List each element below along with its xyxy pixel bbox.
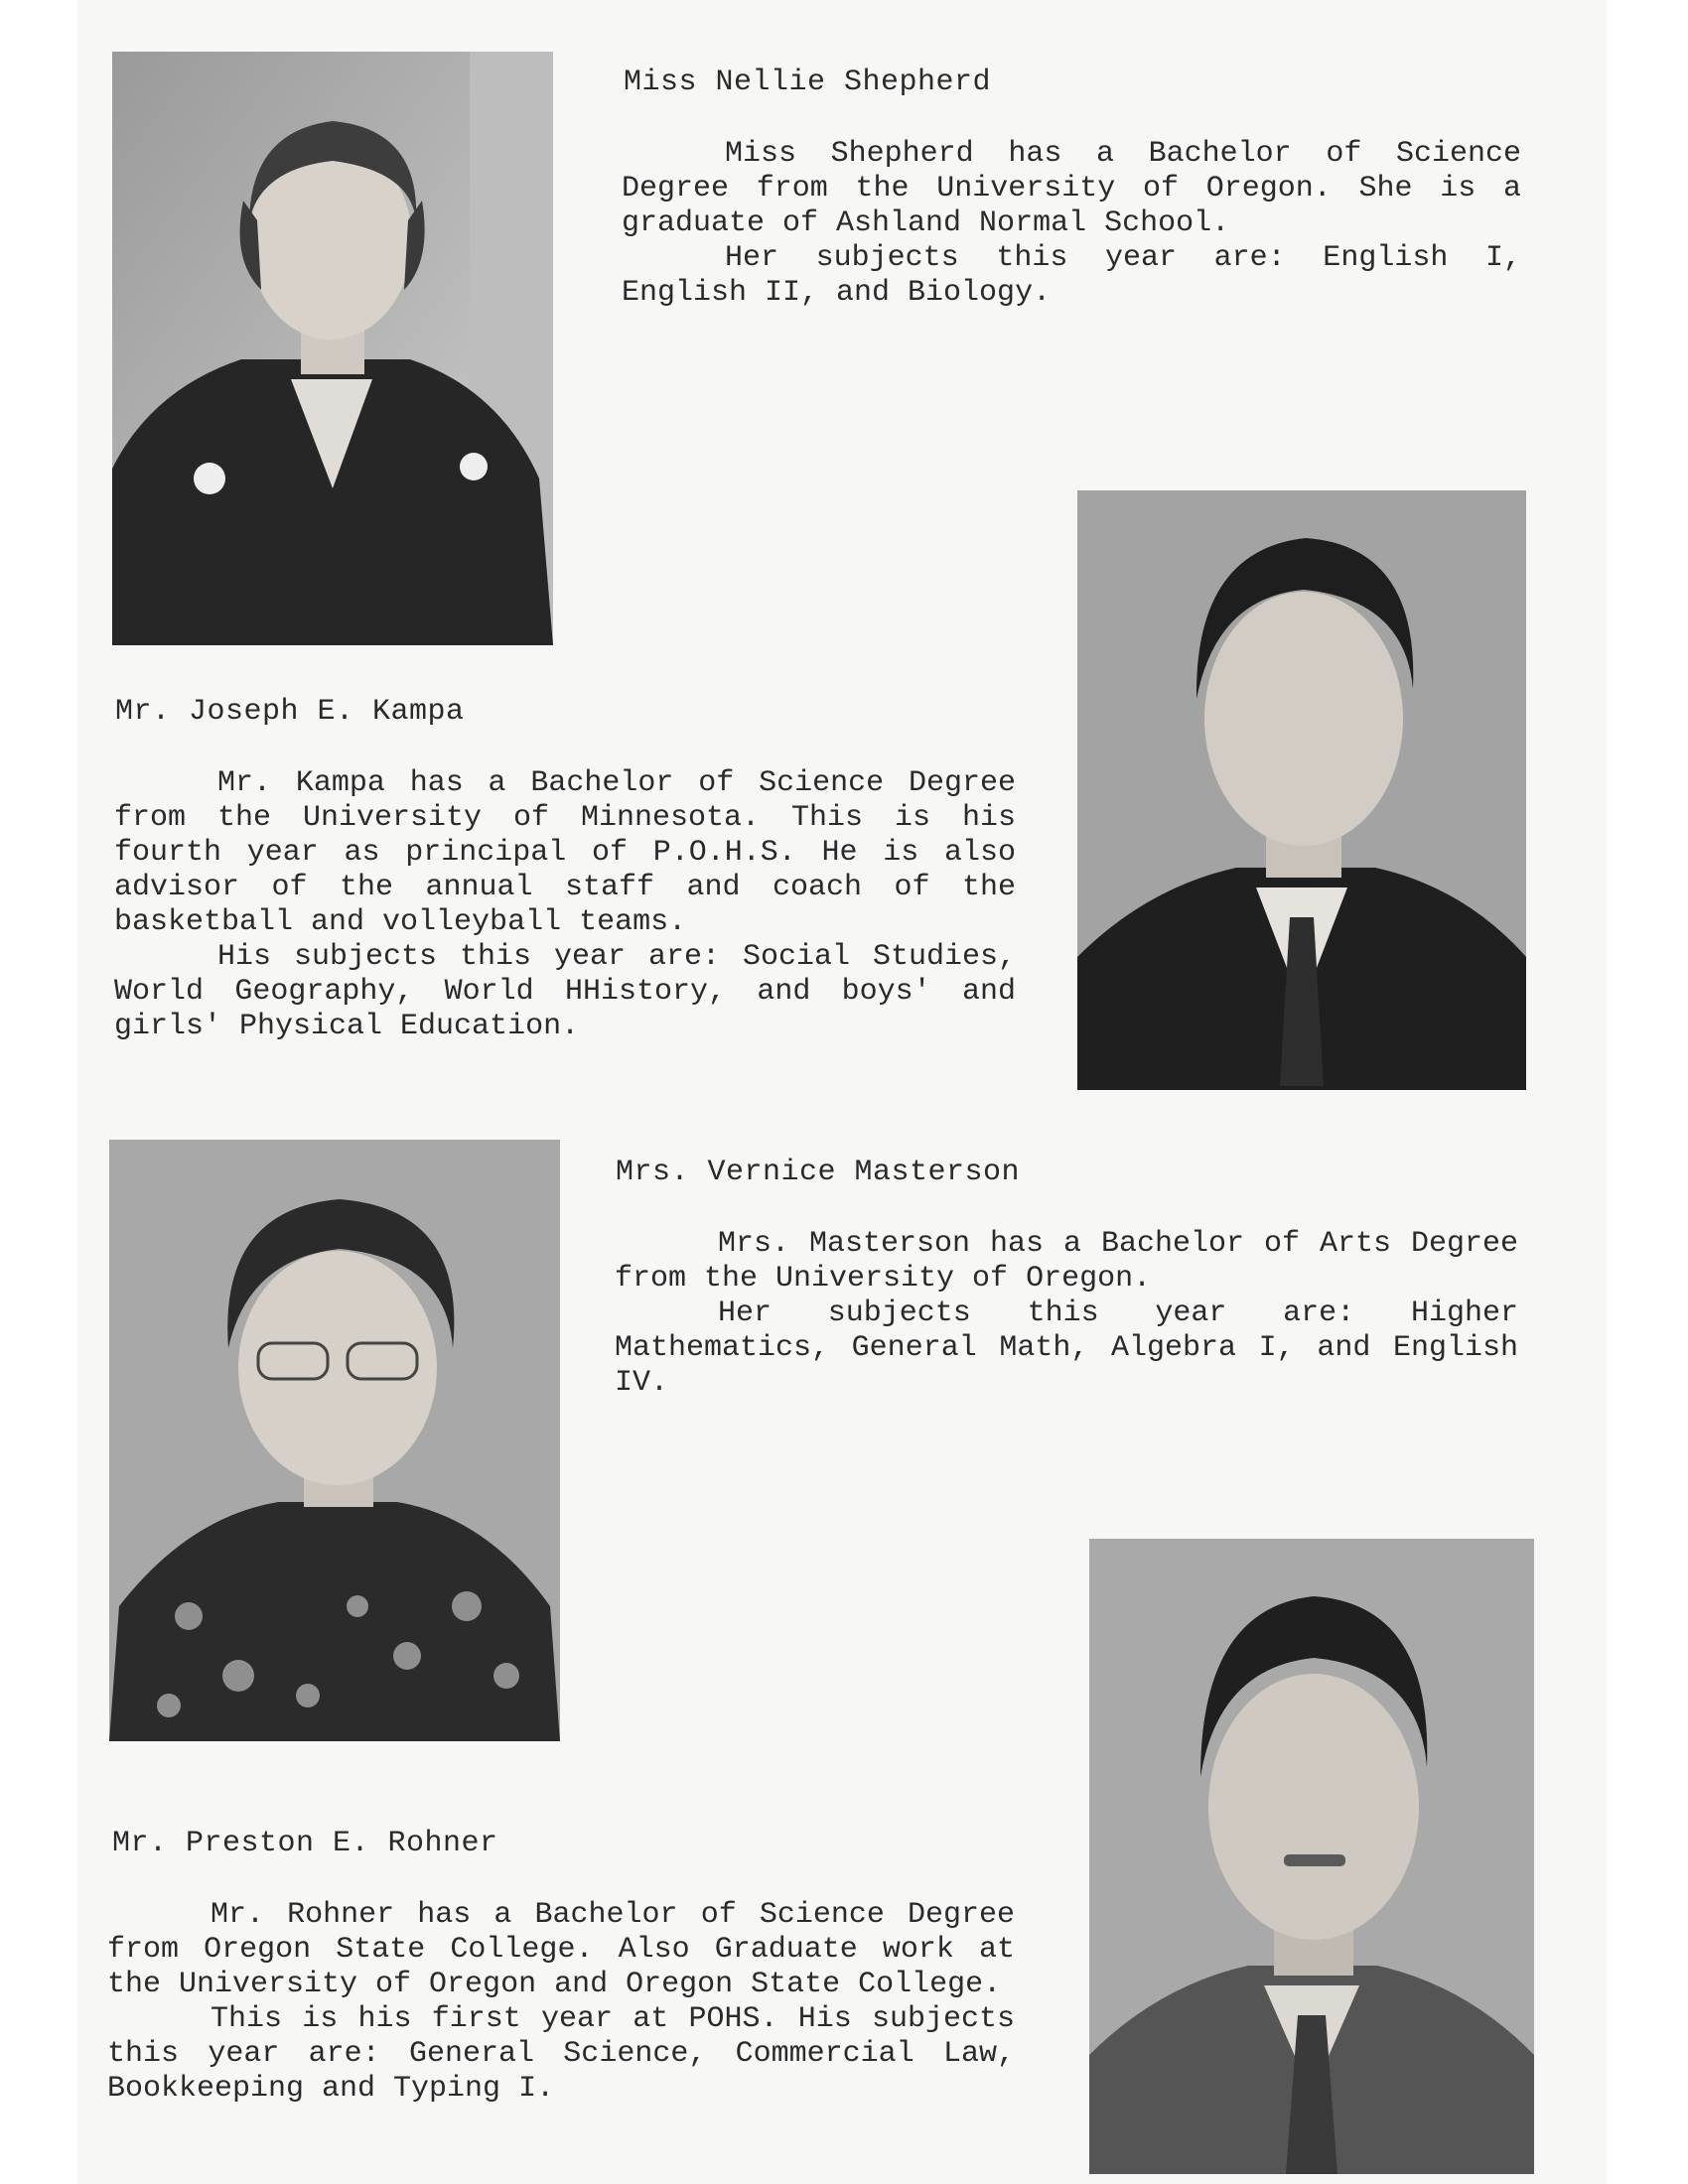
teacher-bio-kampa [114, 766, 1016, 1044]
portrait-photo-kampa [1077, 490, 1526, 1090]
subjects-paragraph: His subjects this year are: Social Studies, World Geography, World HHistory, and boys' and girls' Physical Education. [114, 940, 1016, 1043]
subjects-paragraph: Her subjects this year are: English I, English II, and Biology. [622, 241, 1521, 310]
teacher-name-masterson: Mrs. Vernice Masterson [616, 1156, 1021, 1189]
teacher-name-shepherd: Miss Nellie Shepherd [624, 66, 992, 99]
portrait-photo-rohner [1089, 1539, 1534, 2174]
bio-paragraph: Mr. Rohner has a Bachelor of Science Degree from Oregon State College. Also Graduate work at the University of Oregon and Oregon State College. [107, 1898, 1015, 2001]
subjects-paragraph: Her subjects this year are: Higher Mathematics, General Math, Algebra I, and English IV. [615, 1297, 1518, 1400]
teacher-bio-masterson [615, 1227, 1518, 1401]
teacher-bio-shepherd [622, 137, 1521, 311]
portrait-photo-shepherd [112, 52, 553, 645]
bio-paragraph: Mrs. Masterson has a Bachelor of Arts Degree from the University of Oregon. [615, 1227, 1518, 1296]
teacher-name-kampa: Mr. Joseph E. Kampa [115, 695, 465, 729]
bio-paragraph: Mr. Kampa has a Bachelor of Science Degree from the University of Minnesota. This is his fourth year as principal of P.O.H.S. He is also advisor of the annual staff and coach of the basketball and volleyball teams. [114, 766, 1016, 939]
teacher-name-rohner: Mr. Preston E. Rohner [112, 1827, 498, 1860]
teacher-bio-rohner [107, 1898, 1015, 2107]
portrait-photo-masterson [109, 1140, 560, 1741]
subjects-paragraph: This is his first year at POHS. His subjects this year are: General Science, Commercial Law, Bookkeeping and Typing I. [107, 2002, 1015, 2106]
bio-paragraph: Miss Shepherd has a Bachelor of Science Degree from the University of Oregon. She is a graduate of Ashland Normal School. [622, 137, 1521, 240]
